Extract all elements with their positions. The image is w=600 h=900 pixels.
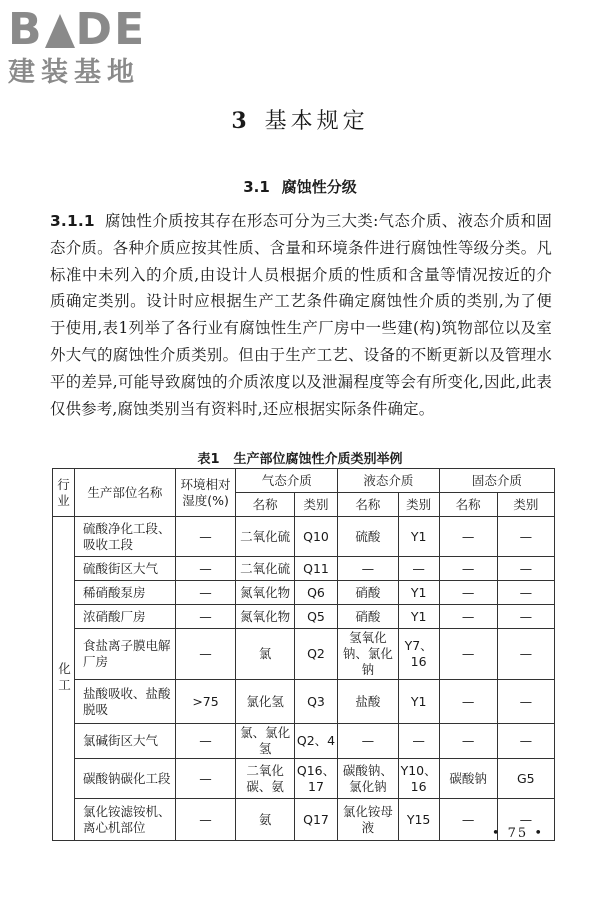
cell-gas-name: 二氧化碳、氨 bbox=[236, 759, 295, 799]
table-row bbox=[53, 724, 555, 759]
cell-solid-category: — bbox=[497, 517, 554, 557]
cell-gas-category: Q10 bbox=[294, 517, 337, 557]
cell-solid-name: — bbox=[439, 680, 497, 724]
cell-part: 氯碱街区大气 bbox=[74, 724, 175, 759]
cell-liquid-name: 氯化铵母液 bbox=[338, 799, 398, 841]
logo-a-triangle-icon bbox=[44, 6, 76, 54]
section-title bbox=[0, 176, 600, 197]
cell-humidity: — bbox=[175, 799, 236, 841]
cell-liquid-name: 盐酸 bbox=[338, 680, 398, 724]
chapter-title-text: 基本规定 bbox=[264, 109, 369, 134]
cell-humidity: — bbox=[175, 517, 236, 557]
clause-number: 3.1.1 bbox=[50, 212, 95, 230]
cell-solid-name: — bbox=[439, 605, 497, 629]
page-number: • 75 • bbox=[491, 826, 544, 841]
header-liquid-name: 名称 bbox=[338, 493, 398, 517]
logo-subtitle: 建装基地 bbox=[8, 57, 140, 88]
cell-liquid-name: 碳酸钠、氯化钠 bbox=[338, 759, 398, 799]
cell-humidity: — bbox=[175, 724, 236, 759]
cell-solid-name: — bbox=[439, 724, 497, 759]
cell-solid-category: — bbox=[497, 557, 554, 581]
cell-solid-name: — bbox=[439, 629, 497, 680]
cell-liquid-category: Y15 bbox=[398, 799, 439, 841]
table-row bbox=[53, 517, 555, 557]
header-solid-category: 类别 bbox=[497, 493, 554, 517]
cell-solid-category: — bbox=[497, 724, 554, 759]
cell-solid-name: — bbox=[439, 557, 497, 581]
cell-solid-category: — bbox=[497, 680, 554, 724]
section-number: 3.1 bbox=[243, 178, 270, 196]
header-solid-name: 名称 bbox=[439, 493, 497, 517]
header-part: 生产部位名称 bbox=[74, 469, 175, 517]
cell-gas-name: 氯 bbox=[236, 629, 295, 680]
cell-humidity: — bbox=[175, 581, 236, 605]
cell-solid-category: — bbox=[497, 605, 554, 629]
header-gas-name: 名称 bbox=[236, 493, 295, 517]
cell-liquid-name: 硫酸 bbox=[338, 517, 398, 557]
cell-humidity: — bbox=[175, 557, 236, 581]
table-caption-number: 表1 bbox=[197, 452, 220, 467]
clause-text: 腐蚀性介质按其存在形态可分为三大类:气态介质、液态介质和固态介质。各种介质应按其性质、含量和环境条件进行腐蚀性等级分类。凡标准中未列入的介质,由设计人员根据介质的性质和含量等情况按近的介质确定类别。设计时应根据生产工艺条件确定腐蚀性介质的类别,为了便于使用,表1列举了各行业有腐蚀性生产厂房中一些建(构)筑物部位以及室外大气的腐蚀性介质类别。但由于生产工艺、设备的不断更新以及管理水平的差异,可能导致腐蚀的介质浓度以及泄漏程度等会有所变化,因此,此表仅供参考,腐蚀类别当有资料时,还应根据实际条件确定。 bbox=[50, 212, 552, 418]
cell-part: 食盐离子膜电解厂房 bbox=[74, 629, 175, 680]
cell-part: 氯化铵滤铵机、离心机部位 bbox=[74, 799, 175, 841]
clause-paragraph bbox=[50, 208, 552, 422]
cell-industry: 化工 bbox=[53, 517, 75, 841]
cell-liquid-category: Y1 bbox=[398, 581, 439, 605]
cell-gas-name: 氯、氯化氢 bbox=[236, 724, 295, 759]
cell-liquid-name: 硝酸 bbox=[338, 581, 398, 605]
table-row bbox=[53, 581, 555, 605]
cell-part: 碳酸钠碳化工段 bbox=[74, 759, 175, 799]
cell-solid-name: — bbox=[439, 581, 497, 605]
section-title-text: 腐蚀性分级 bbox=[281, 178, 357, 196]
table-row bbox=[53, 557, 555, 581]
cell-gas-name: 二氧化硫 bbox=[236, 557, 295, 581]
cell-liquid-name: 氢氧化钠、氯化钠 bbox=[338, 629, 398, 680]
cell-liquid-category: Y1 bbox=[398, 680, 439, 724]
chapter-number: 3 bbox=[231, 108, 251, 134]
cell-gas-name: 氮氧化物 bbox=[236, 605, 295, 629]
logo-wordmark bbox=[8, 6, 198, 54]
table-row bbox=[53, 680, 555, 724]
header-solid: 固态介质 bbox=[439, 469, 554, 493]
table-header-row-1 bbox=[53, 469, 555, 493]
cell-part: 盐酸吸收、盐酸脱吸 bbox=[74, 680, 175, 724]
cell-part: 硫酸净化工段、吸收工段 bbox=[74, 517, 175, 557]
cell-liquid-category: — bbox=[398, 724, 439, 759]
cell-gas-category: Q3 bbox=[294, 680, 337, 724]
table-body bbox=[53, 517, 555, 841]
logo-letters-de: DE bbox=[75, 4, 147, 55]
chapter-title bbox=[0, 104, 600, 135]
cell-gas-name: 氨 bbox=[236, 799, 295, 841]
cell-part: 浓硝酸厂房 bbox=[74, 605, 175, 629]
cell-gas-category: Q16、17 bbox=[294, 759, 337, 799]
cell-gas-name: 氮氧化物 bbox=[236, 581, 295, 605]
cell-solid-category: — bbox=[497, 629, 554, 680]
cell-solid-name: — bbox=[439, 799, 497, 841]
cell-liquid-category: Y7、16 bbox=[398, 629, 439, 680]
cell-liquid-category: Y1 bbox=[398, 605, 439, 629]
cell-part: 硫酸街区大气 bbox=[74, 557, 175, 581]
cell-humidity: — bbox=[175, 759, 236, 799]
cell-liquid-category: — bbox=[398, 557, 439, 581]
header-industry: 行业 bbox=[53, 469, 75, 517]
cell-solid-category: G5 bbox=[497, 759, 554, 799]
cell-gas-category: Q2、4 bbox=[294, 724, 337, 759]
table-row bbox=[53, 605, 555, 629]
table-row bbox=[53, 799, 555, 841]
cell-solid-name: — bbox=[439, 517, 497, 557]
logo-letter-b: B bbox=[8, 4, 44, 55]
cell-gas-name: 氯化氢 bbox=[236, 680, 295, 724]
cell-gas-category: Q5 bbox=[294, 605, 337, 629]
header-humidity: 环境相对湿度(%) bbox=[175, 469, 236, 517]
cell-liquid-name: — bbox=[338, 557, 398, 581]
cell-solid-category: — bbox=[497, 799, 554, 841]
cell-liquid-name: — bbox=[338, 724, 398, 759]
table-row bbox=[53, 759, 555, 799]
header-liquid-category: 类别 bbox=[398, 493, 439, 517]
cell-gas-name: 二氧化硫 bbox=[236, 517, 295, 557]
header-gas: 气态介质 bbox=[236, 469, 338, 493]
cell-liquid-category: Y1 bbox=[398, 517, 439, 557]
cell-part: 稀硝酸泵房 bbox=[74, 581, 175, 605]
header-gas-category: 类别 bbox=[294, 493, 337, 517]
cell-gas-category: Q2 bbox=[294, 629, 337, 680]
cell-gas-category: Q17 bbox=[294, 799, 337, 841]
cell-humidity: >75 bbox=[175, 680, 236, 724]
table-caption-title: 生产部位腐蚀性介质类别举例 bbox=[233, 452, 403, 467]
cell-humidity: — bbox=[175, 629, 236, 680]
cell-solid-category: — bbox=[497, 581, 554, 605]
cell-liquid-category: Y10、16 bbox=[398, 759, 439, 799]
cell-solid-name: 碳酸钠 bbox=[439, 759, 497, 799]
cell-liquid-name: 硝酸 bbox=[338, 605, 398, 629]
header-liquid: 液态介质 bbox=[338, 469, 440, 493]
cell-humidity: — bbox=[175, 605, 236, 629]
table-caption bbox=[0, 448, 600, 467]
cell-gas-category: Q6 bbox=[294, 581, 337, 605]
corrosive-media-table bbox=[52, 468, 555, 841]
table-row bbox=[53, 629, 555, 680]
cell-gas-category: Q11 bbox=[294, 557, 337, 581]
bade-logo bbox=[8, 6, 198, 96]
